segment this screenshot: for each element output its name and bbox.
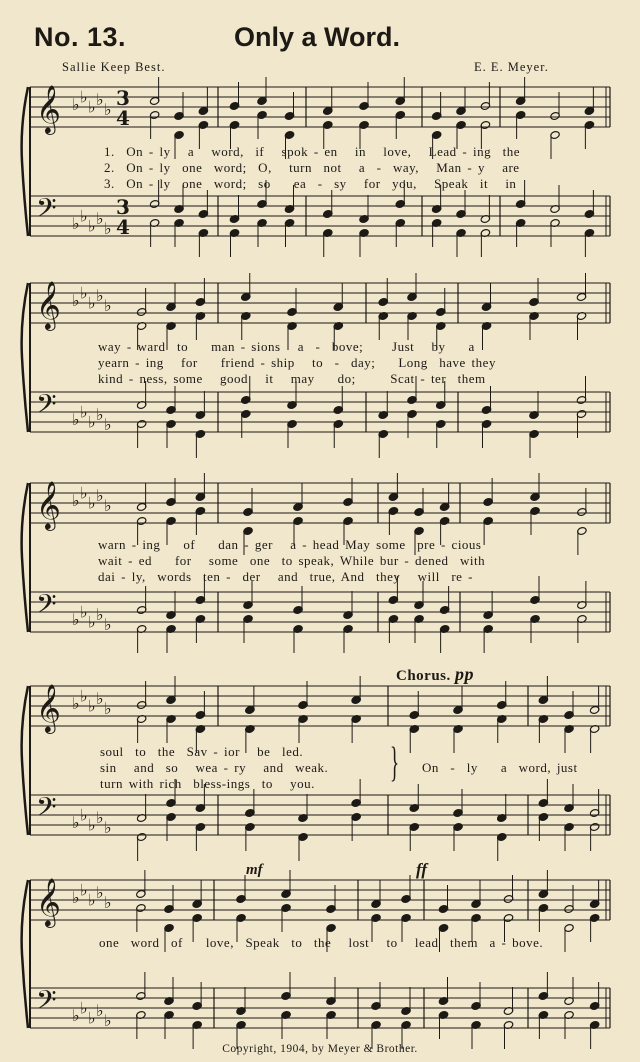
system-3-bass-clef: 𝄢 — [36, 588, 57, 626]
system-3-flat-sign: ♭ — [72, 491, 80, 510]
system-5-brace — [22, 880, 28, 1028]
hymn-number: No. 13. — [34, 22, 127, 52]
system-1-flat-sign: ♭ — [72, 95, 80, 114]
system-4-brace — [22, 686, 28, 835]
system-3-flat-sign: ♭ — [80, 602, 88, 622]
system-2-flat-sign: ♭ — [72, 410, 80, 429]
system-4-flat-sign: ♭ — [104, 699, 112, 718]
system-4-flat-sign: ♭ — [72, 813, 80, 832]
system-3-flat-sign: ♭ — [72, 610, 80, 629]
system-1-flat-sign: ♭ — [96, 209, 104, 228]
system-3-verse-1: warn - ing of dan - ger a - head May some pre - cious — [98, 537, 482, 552]
system-5-flat-sign: ♭ — [88, 1008, 96, 1028]
system-5-flat-sign: ♭ — [96, 1001, 104, 1020]
system-2-verse-2: yearn - ing for friend - ship to - day; Long have they — [98, 355, 496, 370]
system-5-flat-sign: ♭ — [104, 1011, 112, 1030]
system-1-time-signature: 3 — [116, 195, 130, 219]
system-2-brace — [22, 283, 28, 432]
system-3-verse-3: dai - ly, words ten - der and true, And they will re - — [98, 569, 474, 584]
system-4-verse-1: soul to the Sav - ior be led. — [100, 744, 304, 759]
copyright-notice: Copyright, 1904, by Meyer & Brother. — [222, 1043, 418, 1055]
system-1-flat-sign: ♭ — [96, 90, 104, 109]
system-1-flat-sign: ♭ — [104, 219, 112, 238]
system-2-flat-sign: ♭ — [104, 296, 112, 315]
system-1-time-signature: 4 — [116, 215, 130, 239]
system-5-flat-sign: ♭ — [80, 998, 88, 1018]
system-2-treble-clef: 𝄞 — [36, 280, 61, 329]
system-2-flat-sign: ♭ — [80, 402, 88, 422]
system-1-verse-2: 2. On - ly one word; O, turn not a - way, Man - y are — [104, 160, 520, 175]
composer-credit: E. E. Meyer. — [474, 60, 549, 74]
hymn-title: Only a Word. — [234, 22, 401, 52]
system-1-verse-1: 1. On - ly a word, if spok - en in love, Lead - ing the — [104, 144, 520, 159]
system-3-brace — [22, 483, 28, 632]
system-4-flat-sign: ♭ — [88, 696, 96, 716]
dynamic-mf: mf — [246, 862, 263, 878]
system-1-flat-sign: ♭ — [72, 214, 80, 233]
system-4-flat-sign: ♭ — [80, 686, 88, 706]
chorus-label: Chorus. — [396, 668, 451, 684]
system-4-flat-sign: ♭ — [72, 694, 80, 713]
system-1-flat-sign: ♭ — [104, 100, 112, 119]
system-3-flat-sign: ♭ — [96, 605, 104, 624]
chorus-dynamic: pp — [455, 664, 475, 684]
system-1-flat-sign: ♭ — [80, 206, 88, 226]
system-5-treble-clef: 𝄞 — [36, 877, 61, 926]
system-2-verse-3: kind - ness, some good it may do; Scat - ter them — [98, 371, 486, 386]
system-4-treble-clef: 𝄞 — [36, 683, 61, 732]
system-3-flat-sign: ♭ — [96, 486, 104, 505]
system-3-flat-sign: ♭ — [104, 496, 112, 515]
system-1-treble-clef: 𝄞 — [36, 84, 61, 133]
system-5-flat-sign: ♭ — [88, 890, 96, 910]
system-5-flat-sign: ♭ — [72, 888, 80, 907]
verse-brace: } — [390, 740, 400, 786]
system-4-flat-sign: ♭ — [96, 808, 104, 827]
system-3-flat-sign: ♭ — [88, 612, 96, 632]
system-5-verse-1: one word of love, Speak to the lost to lead them a - bove. — [99, 935, 544, 950]
system-1-time-signature: 3 — [116, 86, 130, 110]
system-1-flat-sign: ♭ — [80, 87, 88, 107]
system-2-flat-sign: ♭ — [96, 405, 104, 424]
lyricist-credit: Sallie Keep Best. — [62, 60, 166, 74]
system-3-verse-2: wait - ed for some one to speak, While bur - dened with — [98, 553, 486, 568]
system-1-flat-sign: ♭ — [88, 97, 96, 117]
system-1-verse-3: 3. On - ly one word; so ea - sy for you, Speak it in — [104, 176, 517, 191]
system-2-flat-sign: ♭ — [72, 291, 80, 310]
system-2-flat-sign: ♭ — [88, 293, 96, 313]
system-2-flat-sign: ♭ — [88, 412, 96, 432]
system-3-treble-clef: 𝄞 — [36, 480, 61, 529]
system-4-flat-sign: ♭ — [104, 818, 112, 837]
system-4-verse-3: turn with rich bless-ings to you. — [100, 776, 315, 791]
system-2-flat-sign: ♭ — [80, 283, 88, 303]
system-3-flat-sign: ♭ — [104, 615, 112, 634]
system-1-flat-sign: ♭ — [88, 216, 96, 236]
dynamic-ff: ff — [416, 860, 428, 879]
system-2-bass-clef: 𝄢 — [36, 388, 57, 426]
system-1-time-signature: 4 — [116, 106, 130, 130]
system-3-flat-sign: ♭ — [88, 493, 96, 513]
system-1-brace — [22, 87, 28, 236]
system-2-flat-sign: ♭ — [104, 415, 112, 434]
system-5-bass-clef: 𝄢 — [36, 984, 57, 1022]
system-4-verse-2: sin and so wea - ry and weak. — [100, 760, 329, 775]
system-5-flat-sign: ♭ — [96, 883, 104, 902]
system-3-flat-sign: ♭ — [80, 483, 88, 503]
system-4-flat-sign: ♭ — [88, 815, 96, 835]
system-4-bass-clef: 𝄢 — [36, 791, 57, 829]
chorus-lyric: On - ly a word, just — [422, 760, 578, 775]
system-5-flat-sign: ♭ — [72, 1006, 80, 1025]
system-4-flat-sign: ♭ — [80, 805, 88, 825]
system-2-verse-1: way - ward to man - sions a - bove; Just by a — [98, 339, 475, 354]
system-4-flat-sign: ♭ — [96, 689, 104, 708]
system-1-bass-clef: 𝄢 — [36, 192, 57, 230]
system-5-flat-sign: ♭ — [80, 880, 88, 900]
system-2-flat-sign: ♭ — [96, 286, 104, 305]
system-5-flat-sign: ♭ — [104, 893, 112, 912]
